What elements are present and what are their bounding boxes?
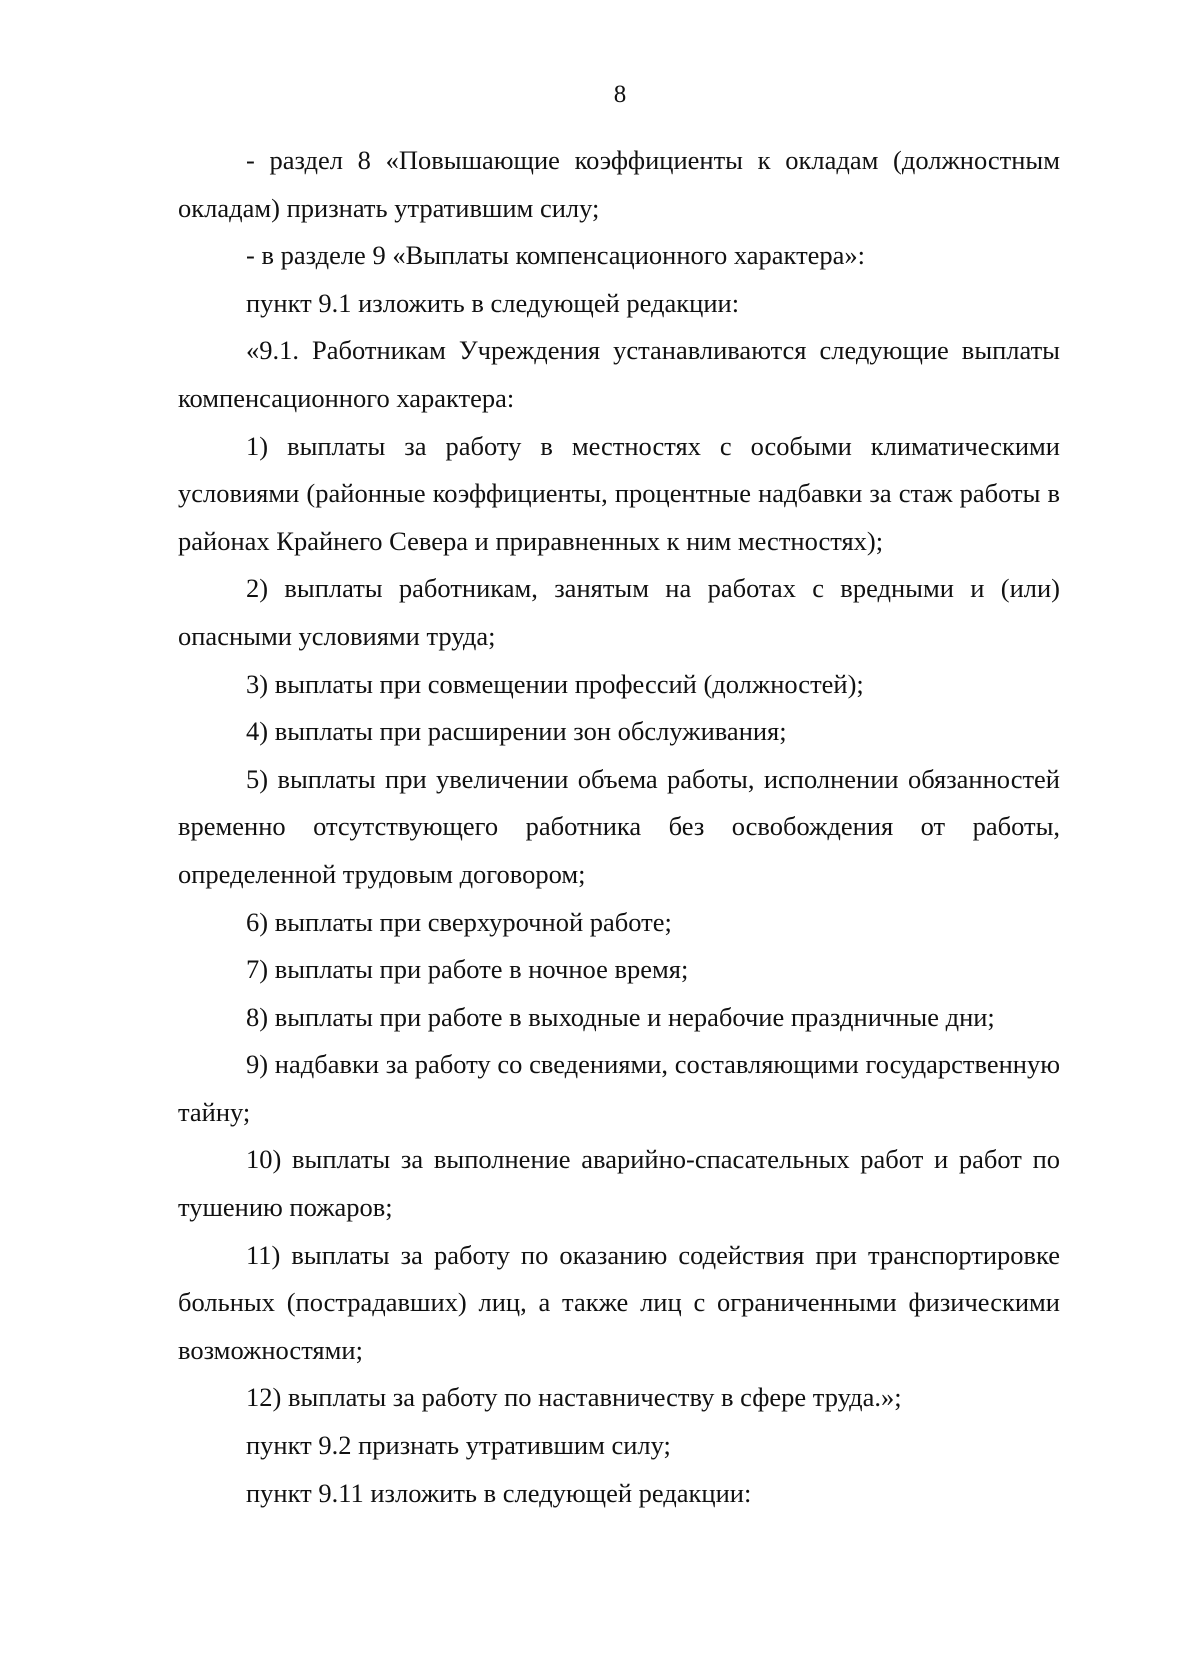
list-item-11: 11) выплаты за работу по оказанию содействия при транспортировке больных (пострадавших) лиц, а также лиц с ограниченными физическими возможностями; (178, 1239, 1060, 1365)
list-item-8: 8) выплаты при работе в выходные и нерабочие праздничные дни; (246, 1001, 995, 1032)
list-item-1: 1) выплаты за работу в местностях с особыми климатическими условиями (районные коэффициенты, процентные надбавки за стаж работы в районах Крайнего Севера и приравненных к ним местностях); (178, 430, 1060, 556)
paragraph-item-9-11: пункт 9.11 изложить в следующей редакции: (246, 1477, 752, 1508)
list-item-7: 7) выплаты при работе в ночное время; (246, 954, 689, 985)
page-number: 8 (613, 81, 627, 108)
paragraph-section-8: - раздел 8 «Повышающие коэффициенты к окладам (должностным окладам) признать утратившим силу; (178, 145, 1060, 223)
paragraph-item-9-2: пункт 9.2 признать утратившим силу; (246, 1430, 671, 1461)
list-item-9: 9) надбавки за работу со сведениями, составляющими государственную тайну; (178, 1049, 1060, 1127)
list-item-3: 3) выплаты при совмещении профессий (должностей); (246, 668, 864, 699)
list-item-12: 12) выплаты за работу по наставничеству в сфере труда.»; (246, 1382, 902, 1413)
list-item-6: 6) выплаты при сверхурочной работе; (246, 906, 672, 937)
list-item-2: 2) выплаты работникам, занятым на работах с вредными и (или) опасными условиями труда; (178, 573, 1060, 651)
list-item-4: 4) выплаты при расширении зон обслуживания; (246, 716, 787, 747)
list-item-5: 5) выплаты при увеличении объема работы, исполнении обязанностей временно отсутствующего работника без освобождения от работы, определенной трудовым договором; (178, 763, 1060, 889)
list-item-10: 10) выплаты за выполнение аварийно-спасательных работ и работ по тушению пожаров; (178, 1144, 1060, 1223)
paragraph-item-9-1-text: «9.1. Работникам Учреждения устанавливаются следующие выплаты компенсационного характера: (178, 335, 1060, 413)
document-body (178, 137, 1060, 1517)
paragraph-section-9-intro: - в разделе 9 «Выплаты компенсационного характера»: (246, 240, 866, 271)
paragraph-item-9-1-edit: пункт 9.1 изложить в следующей редакции: (246, 287, 740, 318)
